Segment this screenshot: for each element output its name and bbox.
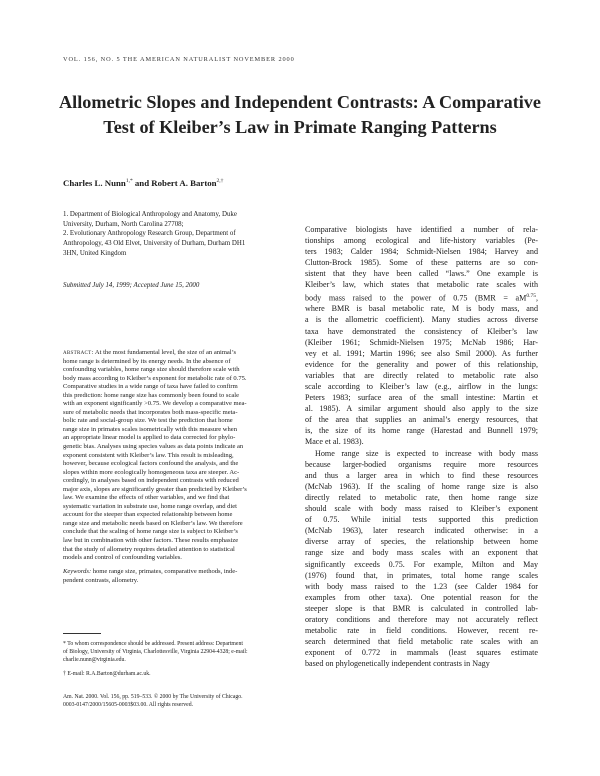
body-line: diverse array of species, the relationship between home	[305, 537, 538, 547]
body-line: vey et al. 1991; Martin 1996; see also Smil 2000). As further	[305, 348, 538, 358]
body-line: significantly exceeds 0.75. For example, Milton and May	[305, 559, 538, 569]
abstract-line: law. We examine the effects of other variables, and we find that	[63, 494, 230, 502]
abstract-line: systematic variation in substrate use, home range overlap, and diet	[63, 502, 237, 510]
body-text	[305, 224, 538, 669]
body-line: examples from other taxa). One potential reason for the	[305, 592, 538, 602]
copyright-line: 0003-0147/2000/15605-0003$03.00. All rights reserved.	[63, 702, 194, 709]
body-line: with body mass raised to the 1.23 (see Calder 1984 for	[305, 581, 538, 591]
abstract-line: bolic rate and social-group size. We test the prediction that home	[63, 417, 233, 425]
author-superscript: 2,†	[216, 178, 224, 185]
body-line: steeper slope is that BMR is calculated in controlled lab-	[305, 603, 538, 613]
abstract-line: however, because ecological factors confound the analysis, and the	[63, 460, 239, 468]
abstract	[63, 349, 295, 563]
abstract-line: confounding variables, home range size should therefore scale with	[63, 366, 240, 374]
body-line: and thus a larger area in which to find these resources	[305, 470, 538, 480]
body-line: metabolic rate in field conditions. However, recent re-	[305, 626, 538, 636]
body-line: tionships among ecological and life-history variables (Pe-	[305, 236, 538, 246]
keywords-line: pendent contrasts, allometry.	[63, 576, 139, 584]
affiliation-line: 3HN, United Kingdom	[63, 249, 127, 257]
abstract-line: with an exponent significantly >0.75. We develop a comparative mea-	[63, 400, 247, 408]
copyright-line: Am. Nat. 2000. Vol. 156, pp. 519–533. © 2000 by The University of Chicago.	[63, 694, 243, 700]
title-line: Allometric Slopes and Independent Contrasts: A Comparative	[59, 92, 541, 112]
footnote-line: charlie.nunn@virginia.edu.	[63, 657, 126, 664]
footnote-rule	[63, 633, 101, 634]
running-head: VOL. 156, NO. 5 THE AMERICAN NATURALIST NOVEMBER 2000	[63, 56, 295, 63]
abstract-line: home range is determined by its energy needs. In the absence of	[63, 357, 231, 365]
abstract-line: range size in primates scales isometrically with this measure when	[63, 425, 237, 433]
abstract-line: sure of metabolic needs that incorporates both mass-specific meta-	[63, 408, 238, 416]
body-line: (Kleiber 1961; Schmidt-Nielsen 1975; McNab 1986; Har-	[305, 337, 538, 347]
submission-dates: Submitted July 14, 1999; Accepted June 15, 2000	[63, 282, 200, 289]
body-line: evidence for the generality and power of this relationship,	[305, 359, 538, 369]
abstract-line: models and control of confounding variables.	[63, 554, 182, 562]
affiliation-line: 2. Evolutionary Anthropology Research Group, Department of	[63, 230, 236, 238]
affiliation-line: Anthropology, 43 Old Elvet, University of Durham, Durham DH1	[63, 240, 246, 248]
abstract-line: body mass according to Kleiber’s exponent for metabolic rate of 0.75.	[63, 374, 247, 382]
body-line: Peters 1983; surface area of the small intestine: Martin et	[305, 393, 538, 403]
body-line: oratory conditions and therefore may not accurately reflect	[305, 614, 538, 624]
body-line: sistent that they have been called “laws.” One example is	[305, 269, 538, 279]
title-line: Test of Kleiber’s Law in Primate Ranging Patterns	[103, 117, 497, 137]
author-name: Robert A. Barton	[151, 178, 217, 188]
body-line: based on phylogenetically independent contrasts in Nagy	[305, 659, 490, 669]
abstract-line: exponent consistent with Kleiber’s law. This result is misleading,	[63, 451, 234, 459]
body-line: Home range size is expected to increase with body mass	[315, 448, 538, 458]
abstract-line: genetic bias. Analyses using species values as data points indicate an	[63, 443, 244, 451]
body-line: exponent of 0.772 in mammals (least squares estimate	[305, 648, 538, 658]
body-line: (McNab 1963), later research indicated otherwise: in a	[305, 526, 538, 536]
abstract-line: major axis, slopes are significantly greater than predicted by Kleiber’s	[63, 485, 247, 493]
body-line: should scale with body mass raised to Kleiber’s exponent	[305, 504, 538, 514]
footnotes	[63, 640, 295, 678]
footnote-line: * To whom correspondence should be addressed. Present address: Department	[63, 641, 243, 647]
keywords-line: home range size, primates, comparative methods, inde-	[91, 568, 238, 575]
body-line: because larger-bodied organisms require more resources	[305, 459, 538, 469]
body-line: Clutton-Brock 1985). Some of these patterns are so con-	[305, 258, 538, 268]
body-line: search determined that field metabolic rate scales with an	[305, 637, 538, 647]
body-line: body mass raised to the power of 0.75 ($BMR = aM^{0.75}$,	[305, 292, 538, 303]
abstract-line: range size and metabolic needs based on Kleiber’s law. We therefore	[63, 519, 243, 527]
affiliation-line: University, Durham, North Carolina 27708;	[63, 220, 184, 228]
body-line: of the area that supplies an animal’s energy resources, that	[305, 415, 538, 425]
author-superscript: 1,*	[125, 178, 133, 185]
body-line: is, the size of its home range (Harestad and Bunnell 1979;	[305, 426, 538, 436]
keywords	[63, 568, 295, 585]
affiliation-line: 1. Department of Biological Anthropology and Anatomy, Duke	[63, 211, 237, 218]
affiliations	[63, 210, 293, 259]
abstract-line: account for the steeper than expected relationship between home	[63, 511, 233, 519]
keywords-label: Keywords:	[63, 568, 92, 575]
body-line: (1976) found that, in primates, total home range scales	[305, 570, 538, 580]
body-line: Kleiber’s law, which states that metabolic rate scales with	[305, 280, 538, 290]
body-line: of 0.75. While initial tests supported this prediction	[305, 515, 538, 525]
body-line: variables that are directly related to metabolic rate also	[305, 370, 538, 380]
abstract-label: abstract:	[63, 349, 94, 356]
body-paragraph	[305, 224, 538, 448]
abstract-line: cordingly, in analyses based on independent contrasts with reduced	[63, 477, 239, 485]
body-line: a is the allometric coefficient). Many studies across diverse	[305, 315, 538, 325]
body-line: ters 1983; Calder 1984; Schmidt-Nielsen 1984; Harvey and	[305, 247, 538, 257]
body-line: Mace et al. 1983).	[305, 437, 364, 447]
abstract-line: Comparative studies in a wide range of taxa have failed to confirm	[63, 383, 238, 391]
body-line: directly related to metabolic rate, then home range size	[305, 492, 538, 502]
body-line: al. 1985). A similar argument should also apply to the size	[305, 404, 538, 414]
author-line	[63, 178, 223, 188]
copyright-notice	[63, 693, 243, 709]
abstract-line: conclude that the scaling of home range size is subject to Kleiber’s	[63, 528, 238, 536]
footnote-line: † E-mail: R.A.Barton@durham.ac.uk.	[63, 671, 151, 678]
paper-title	[40, 90, 560, 140]
author-name: Charles L. Nunn	[63, 178, 126, 188]
abstract-line: slopes within more ecologically homogeneous taxa are steeper. Ac-	[63, 468, 240, 476]
body-paragraph	[305, 448, 538, 670]
abstract-line: that the study of allometry requires detailed attention to statistical	[63, 545, 235, 553]
body-line: scale according to Kleiber’s law (e.g., airflow in the lungs:	[305, 382, 538, 391]
footnote-line: of Biology, University of Virginia, Charlottesville, Virginia 22904-4328; e-mail:	[63, 649, 248, 656]
author-conjunction: and	[132, 178, 152, 188]
body-line: Comparative biologists have identified a number of rela-	[305, 225, 538, 234]
body-line: range size and body mass scales with an exponent that	[305, 548, 538, 558]
body-line: where BMR is basal metabolic rate, M is body mass, and	[305, 304, 538, 314]
abstract-line: At the most fundamental level, the size of an animal’s	[93, 349, 236, 356]
abstract-line: this prediction: home range size has commonly been found to scale	[63, 391, 239, 399]
abstract-line: law but in combination with other factors. These results emphasize	[63, 537, 239, 545]
abstract-line: an appropriate linear model is applied to data corrected for phylo-	[63, 434, 236, 442]
body-line: (McNab 1963). If the scaling of home range size is also	[305, 481, 538, 491]
body-line: taxa have demonstrated the consistency of Kleiber’s law	[305, 326, 538, 336]
